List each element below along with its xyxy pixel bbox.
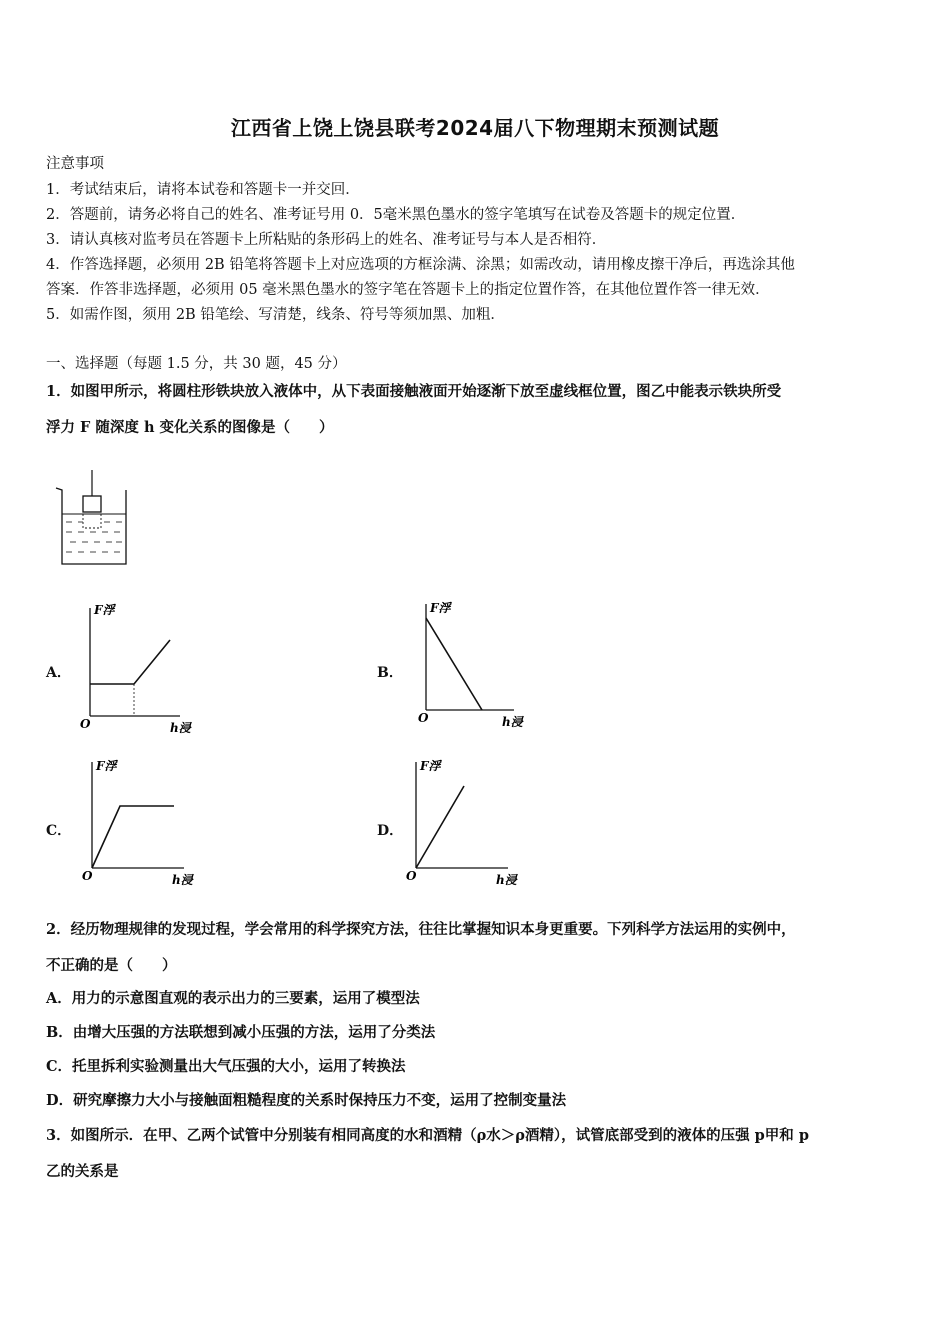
origin-label: O: [418, 711, 429, 725]
option-d-graph: [404, 756, 520, 892]
option-a-graph: [80, 600, 190, 740]
notice-item: 5．如需作图，须用 2B 铅笔绘、写清楚，线条、符号等须加黑、加粗．: [46, 307, 505, 323]
question-2-option-c[interactable]: C．托里拆利实验测量出大气压强的大小，运用了转换法: [46, 1058, 406, 1075]
y-axis-label: F浮: [94, 603, 115, 617]
x-axis-label: h浸: [172, 873, 193, 887]
question-1-text: 1．如图甲所示，将圆柱形铁块放入液体中，从下表面接触液面开始逐渐下放至虚线框位置，图乙中能表示铁块所受: [46, 383, 782, 400]
x-axis-label: h浸: [496, 873, 517, 887]
question-2-text: 不正确的是（ ）: [46, 957, 177, 974]
origin-label: O: [406, 869, 417, 883]
question-1-text: 浮力 F 随深度 h 变化关系的图像是（ ）: [46, 419, 334, 436]
x-axis-label: h浸: [170, 721, 191, 735]
notice-item: 3．请认真核对监考员在答题卡上所粘贴的条形码上的姓名、准考证号与本人是否相符．: [46, 232, 607, 248]
option-c-label[interactable]: C．: [46, 823, 72, 839]
option-b-label[interactable]: B．: [377, 665, 403, 681]
option-c-graph: [80, 756, 193, 892]
y-axis-label: F浮: [420, 759, 441, 773]
option-b-graph: [414, 598, 524, 738]
y-axis-label: F浮: [96, 759, 117, 773]
notice-item: 2．答题前，请务必将自己的姓名、准考证号用 0．5毫米黑色墨水的签字笔填写在试卷及答题卡的规定位置．: [46, 207, 746, 223]
page-title: 江西省上饶上饶县联考2024届八下物理期末预测试题: [230, 116, 720, 140]
x-axis-label: h浸: [502, 715, 523, 729]
question-3-text: 乙的关系是: [46, 1163, 119, 1180]
question-2-text: 2．经历物理规律的发现过程，学会常用的科学探究方法，往往比掌握知识本身更重要。下列科学方法运用的实例中，: [46, 921, 796, 938]
beaker-figure: [50, 466, 140, 570]
notice-item: 4．作答选择题，必须用 2B 铅笔将答题卡上对应选项的方框涂满、涂黑；如需改动，请用橡皮擦干净后，再选涂其他: [46, 257, 795, 273]
origin-label: O: [82, 869, 93, 883]
question-2-option-a[interactable]: A．用力的示意图直观的表示出力的三要素，运用了模型法: [46, 990, 420, 1007]
option-d-label[interactable]: D．: [377, 823, 404, 839]
notice-item: 答案．作答非选择题，必须用 05 毫米黑色墨水的签字笔在答题卡上的指定位置作答，在其他位置作答一律无效．: [46, 282, 770, 298]
question-3-text: 3．如图所示．在甲、乙两个试管中分别装有相同高度的水和酒精（ρ水＞ρ酒精），试管底部受到的液体的压强 p甲和 p: [46, 1127, 809, 1144]
question-2-option-b[interactable]: B．由增大压强的方法联想到减小压强的方法，运用了分类法: [46, 1024, 436, 1041]
y-axis-label: F浮: [430, 601, 451, 615]
notice-heading: 注意事项: [46, 156, 104, 172]
option-a-label[interactable]: A．: [46, 665, 71, 681]
question-2-option-d[interactable]: D．研究摩擦力大小与接触面粗糙程度的关系时保持压力不变，运用了控制变量法: [46, 1092, 567, 1109]
notice-item: 1．考试结束后，请将本试卷和答题卡一并交回．: [46, 182, 360, 198]
section-heading: 一、选择题（每题 1.5 分，共 30 题，45 分）: [46, 356, 347, 372]
origin-label: O: [80, 717, 91, 731]
